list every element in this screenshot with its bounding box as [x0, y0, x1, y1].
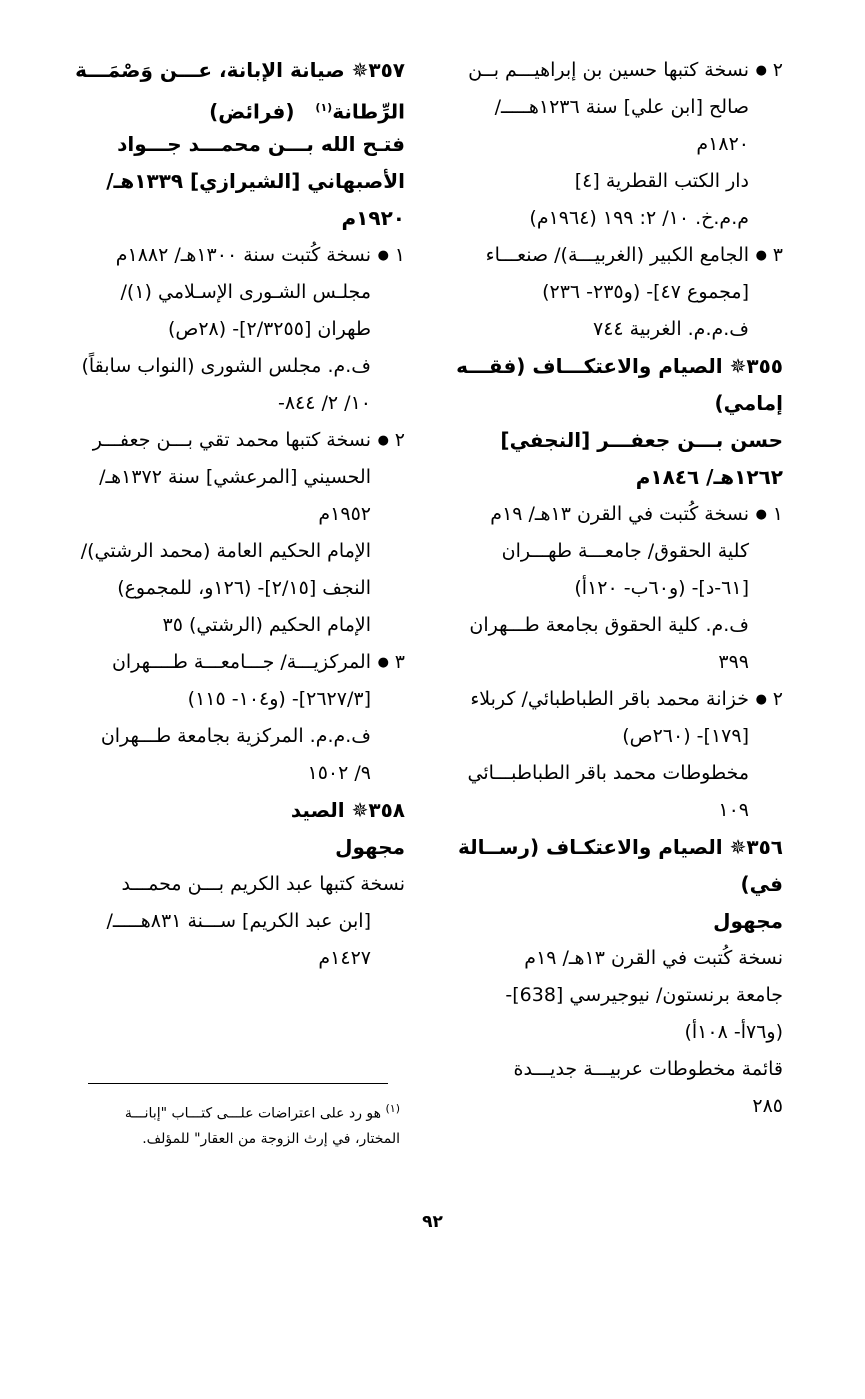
text-line: ٣ ● الجامع الكبير (الغربيـــة)/ صنعـــاء — [438, 237, 783, 274]
text-line: ١٠٩ — [718, 799, 749, 821]
text-line: ف.م. كلية الحقوق بجامعة طـــهران — [469, 614, 749, 636]
text-line: ٣٩٩ — [718, 651, 749, 673]
entry-author: فتـح الله بـــن محمـــد جـــواد — [117, 132, 405, 156]
text-line: ١٩٥٢م — [318, 503, 371, 525]
text-line: ٢ ● نسخة كتبها محمد تقي بـــن جعفـــر — [50, 422, 405, 459]
text-line: الحسيني [المرعشي] سنة ١٣٧٢هـ/ — [99, 466, 371, 488]
text-line: ٢ ● خزانة محمد باقر الطباطبائي/ كربلاء — [438, 681, 783, 718]
entry-title: الرِّطانة$^{(١)}$ (فرائض) — [209, 99, 405, 124]
copy-entry — [50, 644, 405, 792]
entry-title: ٣٥٨✵ الصيد — [290, 798, 405, 822]
bullet-icon: ● — [377, 248, 389, 263]
entry-author: الأصبهاني [الشيرازي] ١٣٣٩هـ/ — [106, 169, 405, 193]
text-line: ف.م.م. الغربية ٧٤٤ — [593, 318, 749, 340]
text-line: نسخة كُتبت في القرن ١٣هـ/ ١٩م — [524, 947, 783, 969]
text-line: جامعة برنستون/ نيوجيرسي [638]- — [505, 984, 783, 1006]
right-column — [438, 52, 783, 1125]
entry-author: مجهول — [713, 909, 783, 933]
copy-number: ٢ — [394, 429, 405, 451]
text-line: (و٧٦أ- ١٠٨أ) — [684, 1021, 783, 1043]
footnote-marker: (١) — [315, 101, 333, 114]
text-line: نسخة كتبها عبد الكريم بـــن محمـــد — [121, 873, 405, 895]
text-line: الإمام الحكيم العامة (محمد الرشتي)/ — [80, 540, 371, 562]
text-line: ١ ● نسخة كُتبت في القرن ١٣هـ/ ١٩م — [438, 496, 783, 533]
text-line: م.م.خ. ١٠/ ٢: ١٩٩ (١٩٦٤م) — [529, 207, 749, 229]
entry-author: مجهول — [335, 835, 405, 859]
text-line: ١٨٢٠م — [696, 133, 749, 155]
text-line: ٢ ● نسخة كتبها حسين بن إبراهيـــم بــن — [438, 52, 783, 89]
text-line: مخطوطات محمد باقر الطباطبـــائي — [467, 762, 749, 784]
bullet-icon: ● — [755, 507, 767, 522]
text-line: دار الكتب القطرية [٤] — [574, 170, 749, 192]
copy-entry — [438, 681, 783, 829]
text-line: ف.م.م. المركزية بجامعة طـــهران — [100, 725, 371, 747]
footnote-divider — [88, 1083, 388, 1084]
bullet-icon: ● — [755, 692, 767, 707]
text-line: ١٤٢٧م — [318, 947, 371, 969]
text-line: [١٧٩]- (٢٦٠ص) — [622, 725, 749, 747]
copy-entry — [50, 422, 405, 644]
page-number: ٩٢ — [422, 1212, 443, 1232]
text-line: كلية الحقوق/ جامعـــة طهـــران — [501, 540, 749, 562]
copy-entry — [438, 496, 783, 681]
text-line: ف.م. مجلس الشورى (النواب سابقاً) — [81, 355, 371, 377]
bullet-icon: ● — [377, 655, 389, 670]
footnote — [70, 1094, 400, 1154]
entry-title: ٣٥٧✵ صيانة الإبانة، عـــن وَصْمَـــة — [75, 58, 405, 82]
bullet-icon: ● — [755, 63, 767, 78]
text-line: ١٠/ ٢/ ٨٤٤- — [277, 392, 371, 414]
copy-entry — [438, 237, 783, 348]
text-line: مجلـس الشـورى الإسـلامي (١)/ — [120, 281, 371, 303]
entry-heading — [50, 52, 405, 237]
copy-number: ١ — [394, 244, 405, 266]
entry-heading — [438, 829, 783, 1125]
copy-number: ٢ — [772, 688, 783, 710]
text-line: [مجموع ٤٧]- (و٢٣٥- ٢٣٦) — [542, 281, 749, 303]
text-line: [٦١-د]- (و٦٠ب- ١٢٠أ) — [574, 577, 749, 599]
text-line: ٩/ ١٥٠٢ — [307, 762, 371, 784]
text-line: [ابن عبد الكريم] ســـنة ٨٣١هـــــ/ — [106, 910, 371, 932]
footnote-marker: (١) — [385, 1102, 400, 1115]
text-line: الإمام الحكيم (الرشتي) ٣٥ — [162, 614, 371, 636]
copy-number: ٣ — [394, 651, 405, 673]
text-line: صالح [ابن علي] سنة ١٢٣٦هـــــ/ — [494, 96, 749, 118]
entry-title: في) — [740, 872, 783, 896]
entry-title: ٣٥٥✵ الصيام والاعتكـــاف (فقـــه — [456, 354, 783, 378]
entry-title: إمامي) — [714, 391, 783, 415]
text-line: ٢٨٥ — [752, 1095, 783, 1117]
entry-author: ١٩٢٠م — [341, 206, 405, 230]
left-column — [50, 52, 405, 977]
text-line: ١ ● نسخة كُتبت سنة ١٣٠٠هـ/ ١٨٨٢م — [50, 237, 405, 274]
copy-entry — [50, 237, 405, 422]
bullet-icon: ● — [377, 433, 389, 448]
text-line: ٣ ● المركزيـــة/ جـــامعـــة طــــهران — [50, 644, 405, 681]
copy-number: ٣ — [772, 244, 783, 266]
text-line: النجف [٢/١٥]- (١٢٦و، للمجموع) — [117, 577, 371, 599]
text-line: قائمة مخطوطات عربيـــة جديـــدة — [513, 1058, 783, 1080]
footnote-line: المختار، في إرث الزوجة من العقار" للمؤلف. — [142, 1131, 400, 1147]
text-line: [٢٦٢٧/٣]- (و١٠٤- ١١٥) — [187, 688, 371, 710]
copy-number: ٢ — [772, 59, 783, 81]
footnote-line: $^{(١)}$ هو رد على اعتراضات علـــى كتـــاب "إبانـــة — [124, 1102, 400, 1122]
copy-entry — [438, 52, 783, 237]
copy-number: ١ — [772, 503, 783, 525]
entry-title: ٣٥٦✵ الصيام والاعتكـاف (رســالة — [457, 835, 783, 859]
entry-heading — [438, 348, 783, 496]
entry-author: ١٢٦٢هـ/ ١٨٤٦م — [635, 465, 783, 489]
entry-author: حسن بـــن جعفـــر [النجفي] — [500, 428, 783, 452]
bullet-icon: ● — [755, 248, 767, 263]
text-line: طهران [٢/٣٢٥٥]- (٢٨ص) — [167, 318, 371, 340]
entry-heading — [50, 792, 405, 977]
